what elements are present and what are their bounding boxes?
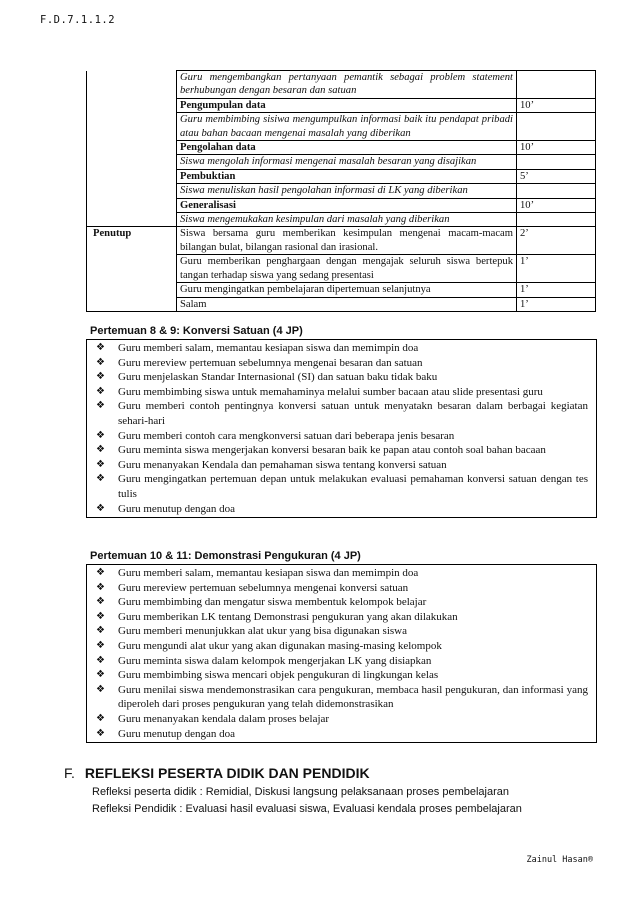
section-f-letter: F. xyxy=(64,765,75,781)
meeting-10-11-activity-box xyxy=(86,564,597,743)
diamond-bullet-icon: ❖ xyxy=(96,669,105,681)
meeting-10-11-title: Pertemuan 10 & 11: Demonstrasi Pengukuran (4 JP) xyxy=(90,550,361,562)
activity-list-item xyxy=(93,385,588,400)
time-cell: 10’ xyxy=(517,141,596,155)
activity-text: Guru memberi menunjukkan alat ukur yang bisa digunakan siswa xyxy=(118,625,407,638)
time-cell: 1’ xyxy=(517,255,596,283)
meeting-8-9-activity-list xyxy=(93,341,588,516)
activity-text: Guru mereview pertemuan sebelumnya mengenai besaran dan satuan xyxy=(118,356,423,369)
activity-list-item xyxy=(93,610,588,625)
activity-text: Guru mengundi alat ukur yang akan digunakan masing-masing kelompok xyxy=(118,639,442,652)
activity-list-item xyxy=(93,370,588,385)
lesson-activity-table xyxy=(86,70,596,312)
activity-list-item xyxy=(93,341,588,356)
lesson-table-row xyxy=(87,227,596,255)
student-reflection-line: Refleksi peserta didik : Remidial, Diskusi langsung pelaksanaan proses pembelajaran xyxy=(92,786,510,798)
diamond-bullet-icon: ❖ xyxy=(96,342,105,353)
diamond-bullet-icon: ❖ xyxy=(96,654,105,666)
diamond-bullet-icon: ❖ xyxy=(96,625,105,637)
activity-list-item xyxy=(93,429,588,444)
activity-list-item xyxy=(93,581,588,596)
time-cell xyxy=(517,71,596,99)
meeting-8-9-activity-box xyxy=(86,339,597,518)
activity-cell: Salam xyxy=(177,297,517,311)
meeting-10-11-activity-list xyxy=(93,566,588,741)
time-cell: 10’ xyxy=(517,98,596,112)
time-cell xyxy=(517,184,596,198)
diamond-bullet-icon: ❖ xyxy=(96,444,105,456)
document-code: F.D.7.1.1.2 xyxy=(40,14,116,26)
diamond-bullet-icon: ❖ xyxy=(96,639,105,651)
diamond-bullet-icon: ❖ xyxy=(96,610,105,622)
activity-list-item xyxy=(93,356,588,371)
activity-list-item xyxy=(93,458,588,473)
activity-list-item xyxy=(93,443,588,458)
section-f-heading xyxy=(64,765,370,781)
activity-text: Guru memberi salam, memantau kesiapan siswa dan memimpin doa xyxy=(118,567,419,579)
activity-cell: Guru membimbing sisiwa mengumpulkan informasi baik itu pendapat pribadi atau bahan bacaan mengenai masalah yang diberikan xyxy=(177,113,517,141)
time-cell: 5’ xyxy=(517,169,596,183)
activity-cell: Siswa mengolah informasi mengenai masalah besaran yang disajikan xyxy=(177,155,517,169)
activity-list-item xyxy=(93,624,588,639)
activity-list-item xyxy=(93,683,588,712)
diamond-bullet-icon: ❖ xyxy=(96,596,105,608)
author-footer: Zainul Hasan® xyxy=(526,855,593,865)
activity-list-item xyxy=(93,639,588,654)
meeting-8-9-title: Pertemuan 8 & 9: Konversi Satuan (4 JP) xyxy=(90,325,303,337)
activity-text: Guru membimbing siswa untuk memahaminya melalui sumber bacaan atau slide presentasi guru xyxy=(118,385,543,398)
activity-cell: Siswa menuliskan hasil pengolahan informasi di LK yang diberikan xyxy=(177,184,517,198)
diamond-bullet-icon: ❖ xyxy=(96,371,105,383)
activity-text: Guru memberi contoh cara mengkonversi satuan dari beberapa jenis besaran xyxy=(118,429,455,442)
diamond-bullet-icon: ❖ xyxy=(96,727,105,739)
diamond-bullet-icon: ❖ xyxy=(96,356,105,368)
time-cell: 1’ xyxy=(517,297,596,311)
activity-text: Guru menanyakan kendala dalam proses belajar xyxy=(118,712,330,725)
activity-cell: Guru mengembangkan pertanyaan pemantik sebagai problem statement berhubungan dengan besaran dan satuan xyxy=(177,71,517,99)
activity-list-item xyxy=(93,566,588,581)
phase-cell-closing: Penutup xyxy=(87,227,177,311)
activity-cell: Siswa bersama guru memberikan kesimpulan mengenai macam-macam bilangan bulat, bilangan rasional dan irasional. xyxy=(177,227,517,255)
teacher-reflection-line: Refleksi Pendidik : Evaluasi hasil evaluasi siswa, Evaluasi kendala proses pembelajaran xyxy=(92,803,522,815)
diamond-bullet-icon: ❖ xyxy=(96,683,105,695)
activity-cell: Siswa mengemukakan kesimpulan dari masalah yang diberikan xyxy=(177,213,517,227)
activity-text: Guru meminta siswa dalam kelompok mengerjakan LK yang disiapkan xyxy=(118,654,432,667)
activity-text: Guru membimbing dan mengatur siswa membentuk kelompok belajar xyxy=(118,596,427,609)
activity-text: Guru menjelaskan Standar Internasional (SI) dan satuan baku tidak baku xyxy=(118,371,438,384)
activity-list-item xyxy=(93,654,588,669)
phase-cell-core xyxy=(87,71,177,227)
activity-cell: Guru mengingatkan pembelajaran dipertemuan selanjutnya xyxy=(177,283,517,297)
activity-list-item xyxy=(93,668,588,683)
diamond-bullet-icon: ❖ xyxy=(96,712,105,724)
activity-text: Guru memberikan LK tentang Demonstrasi pengukuran yang akan dilakukan xyxy=(118,610,458,623)
step-heading-cell: Generalisasi xyxy=(177,198,517,212)
activity-text: Guru mengingatkan pertemuan depan untuk melakukan evaluasi pemahaman konversi satuan dengan tes tulis xyxy=(118,473,588,500)
diamond-bullet-icon: ❖ xyxy=(96,502,105,514)
time-cell xyxy=(517,155,596,169)
activity-text: Guru meminta siswa mengerjakan konversi besaran baik ke papan atau contoh soal bahan bacaan xyxy=(118,444,546,457)
activity-text: Guru menanyakan Kendala dan pemahaman siswa tentang konversi satuan xyxy=(118,458,447,471)
activity-text: Guru menutup dengan doa xyxy=(118,502,235,515)
time-cell xyxy=(517,213,596,227)
time-cell: 2’ xyxy=(517,227,596,255)
activity-list-item xyxy=(93,399,588,428)
step-heading-cell: Pembuktian xyxy=(177,169,517,183)
activity-text: Guru membimbing siswa mencari objek pengukuran di lingkungan kelas xyxy=(118,669,439,682)
activity-text: Guru menutup dengan doa xyxy=(118,727,235,740)
section-f-title: REFLEKSI PESERTA DIDIK DAN PENDIDIK xyxy=(84,765,370,781)
diamond-bullet-icon: ❖ xyxy=(96,473,105,485)
diamond-bullet-icon: ❖ xyxy=(96,567,105,578)
diamond-bullet-icon: ❖ xyxy=(96,400,105,412)
diamond-bullet-icon: ❖ xyxy=(96,385,105,397)
activity-list-item xyxy=(93,502,588,517)
diamond-bullet-icon: ❖ xyxy=(96,458,105,470)
time-cell: 1’ xyxy=(517,283,596,297)
time-cell xyxy=(517,113,596,141)
activity-list-item xyxy=(93,472,588,501)
activity-cell: Guru memberikan penghargaan dengan mengajak seluruh siswa bertepuk tangan terhadap siswa yang sedang presentasi xyxy=(177,255,517,283)
lesson-table-row xyxy=(87,71,596,99)
activity-list-item xyxy=(93,595,588,610)
diamond-bullet-icon: ❖ xyxy=(96,581,105,593)
activity-text: Guru memberi salam, memantau kesiapan siswa dan memimpin doa xyxy=(118,342,419,354)
activity-text: Guru menilai siswa mendemonstrasikan cara pengukuran, membaca hasil pengukuran, dan informasi yang diperoleh dari proses pengukuran yang telah didemonstrasikan xyxy=(118,683,588,711)
diamond-bullet-icon: ❖ xyxy=(96,429,105,441)
activity-text: Guru mereview pertemuan sebelumnya mengenai konversi satuan xyxy=(118,581,409,594)
activity-text: Guru memberi contoh pentingnya konversi satuan untuk menyatakn besaran dalam berbagai kegiatan sehari-hari xyxy=(118,400,588,427)
time-cell: 10’ xyxy=(517,198,596,212)
activity-list-item xyxy=(93,727,588,742)
step-heading-cell: Pengolahan data xyxy=(177,141,517,155)
step-heading-cell: Pengumpulan data xyxy=(177,98,517,112)
activity-list-item xyxy=(93,712,588,727)
